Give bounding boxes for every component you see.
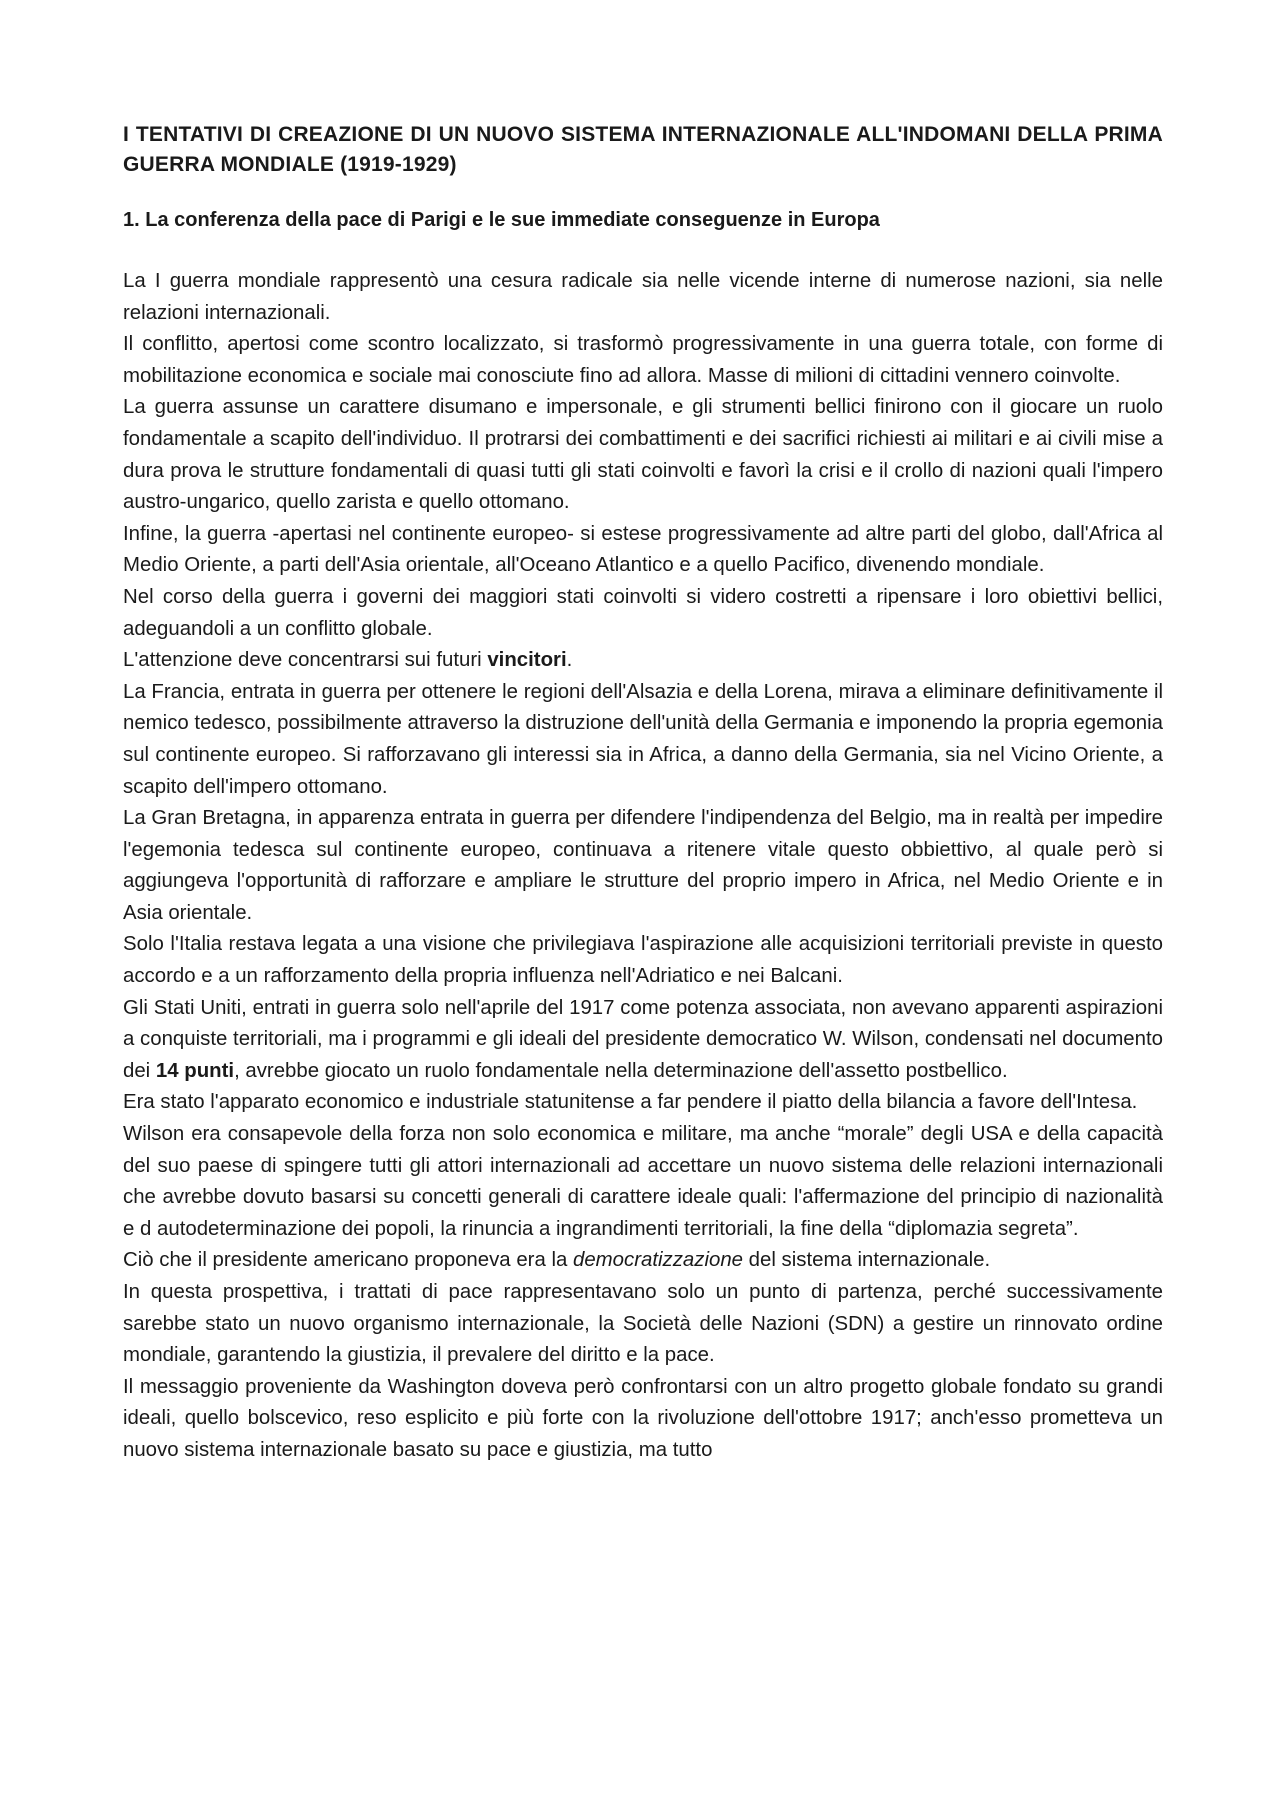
document-page	[123, 120, 1163, 1467]
paragraph-text: del sistema internazionale.	[743, 1249, 991, 1272]
paragraph: La guerra assunse un carattere disumano e impersonale, e gli strumenti bellici finirono con il giocare un ruolo fondamentale a scapito dell'individuo. Il protrarsi dei combattimenti e dei sacrifici richiesti ai militari e ai civili mise a dura prova le strutture fondamentali di quasi tutti gli stati coinvolti e favorì la crisi e il crollo di nazioni quali l'impero austro-ungarico, quello zarista e quello ottomano.	[123, 396, 1163, 514]
paragraph: Il conflitto, apertosi come scontro localizzato, si trasformò progressivamente in una guerra totale, con forme di mobilitazione economica e sociale mai conosciute fino ad allora. Masse di milioni di cittadini vennero coinvolte.	[123, 333, 1163, 387]
paragraph: La Francia, entrata in guerra per ottenere le regioni dell'Alsazia e della Lorena, mirava a eliminare definitivamente il nemico tedesco, possibilmente attraverso la distruzione dell'unità della Germania e imponendo la propria egemonia sul continente europeo. Si rafforzavano gli interessi sia in Africa, a danno della Germania, sia nel Vicino Oriente, a scapito dell'impero ottomano.	[123, 680, 1163, 798]
paragraph-text: Gli Stati Uniti, entrati in guerra solo nell'aprile del 1917 come potenza associata, non avevano apparenti aspirazioni a conquiste territoriali, ma i programmi e gli ideali del presidente democratico W. Wilson, condensati nel documento dei	[123, 996, 1163, 1082]
paragraph: Era stato l'apparato economico e industriale statunitense a far pendere il piatto della bilancia a favore dell'Intesa.	[123, 1091, 1138, 1114]
paragraph	[123, 993, 1163, 1088]
paragraph: La I guerra mondiale rappresentò una cesura radicale sia nelle vicende interne di numerose nazioni, sia nelle relazioni internazionali.	[123, 270, 1163, 324]
bold-term: vincitori	[487, 649, 567, 672]
paragraph-text: .	[566, 649, 573, 672]
paragraph: Il messaggio proveniente da Washington doveva però confrontarsi con un altro progetto globale fondato su grandi ideali, quello bolscevico, reso esplicito e più forte con la rivoluzione dell'ottobre 1917; anch'esso prometteva un nuovo sistema internazionale basato su pace e giustizia, ma tutto	[123, 1375, 1163, 1461]
paragraph: Infine, la guerra -apertasi nel continente europeo- si estese progressivamente ad altre parti del globo, dall'Africa al Medio Oriente, a parti dell'Asia orientale, all'Oceano Atlantico e a quello Pacifico, divenendo mondiale.	[123, 522, 1163, 577]
paragraph: La Gran Bretagna, in apparenza entrata in guerra per difendere l'indipendenza del Belgio, ma in realtà per impedire l'egemonia tedesca sul continente europeo, continuava a ritenere vitale questo obbiettivo, al quale però si aggiungeva l'opportunità di rafforzare e ampliare le strutture del proprio impero in Africa, nel Medio Oriente e in Asia orientale.	[123, 807, 1163, 924]
paragraph: In questa prospettiva, i trattati di pace rappresentavano solo un punto di partenza, perché successivamente sarebbe stato un nuovo organismo internazionale, la Società delle Nazioni (SDN) a gestire un rinnovato ordine mondiale, garantendo la giustizia, il prevalere del diritto e la pace.	[123, 1281, 1163, 1367]
paragraph	[123, 645, 1163, 677]
paragraph: Nel corso della guerra i governi dei maggiori stati coinvolti si videro costretti a ripensare i loro obiettivi bellici, adeguandoli a un conflitto globale.	[123, 585, 1163, 640]
section-heading: 1. La conferenza della pace di Parigi e le sue immediate conseguenze in Europa	[123, 209, 880, 231]
paragraph-text: , avrebbe giocato un ruolo fondamentale nella determinazione dell'assetto postbellico.	[234, 1059, 1008, 1082]
paragraph-text: L'attenzione deve concentrarsi sui futuri	[123, 649, 488, 672]
bold-term: 14 punti	[155, 1059, 235, 1082]
paragraph	[123, 1245, 1163, 1277]
paragraph-text: Ciò che il presidente americano proponeva era la	[123, 1249, 573, 1272]
document-body	[123, 266, 1163, 1467]
paragraph: Solo l'Italia restava legata a una visione che privilegiava l'aspirazione alle acquisizioni territoriali previste in questo accordo e a un rafforzamento della propria influenza nell'Adriatico e nei Balcani.	[123, 933, 1163, 988]
italic-term: democratizzazione	[573, 1249, 744, 1272]
document-title: I TENTATIVI DI CREAZIONE DI UN NUOVO SISTEMA INTERNAZIONALE ALL'INDOMANI DELLA PRIMA GUERRA MONDIALE (1919-1929)	[123, 123, 1163, 176]
paragraph: Wilson era consapevole della forza non solo economica e militare, ma anche “morale” degli USA e della capacità del suo paese di spingere tutti gli attori internazionali ad accettare un nuovo sistema delle relazioni internazionali che avrebbe dovuto basarsi su concetti generali di carattere ideale quali: l'affermazione del principio di nazionalità e d autodeterminazione dei popoli, la rinuncia a ingrandimenti territoriali, la fine della “diplomazia segreta”.	[123, 1123, 1163, 1240]
